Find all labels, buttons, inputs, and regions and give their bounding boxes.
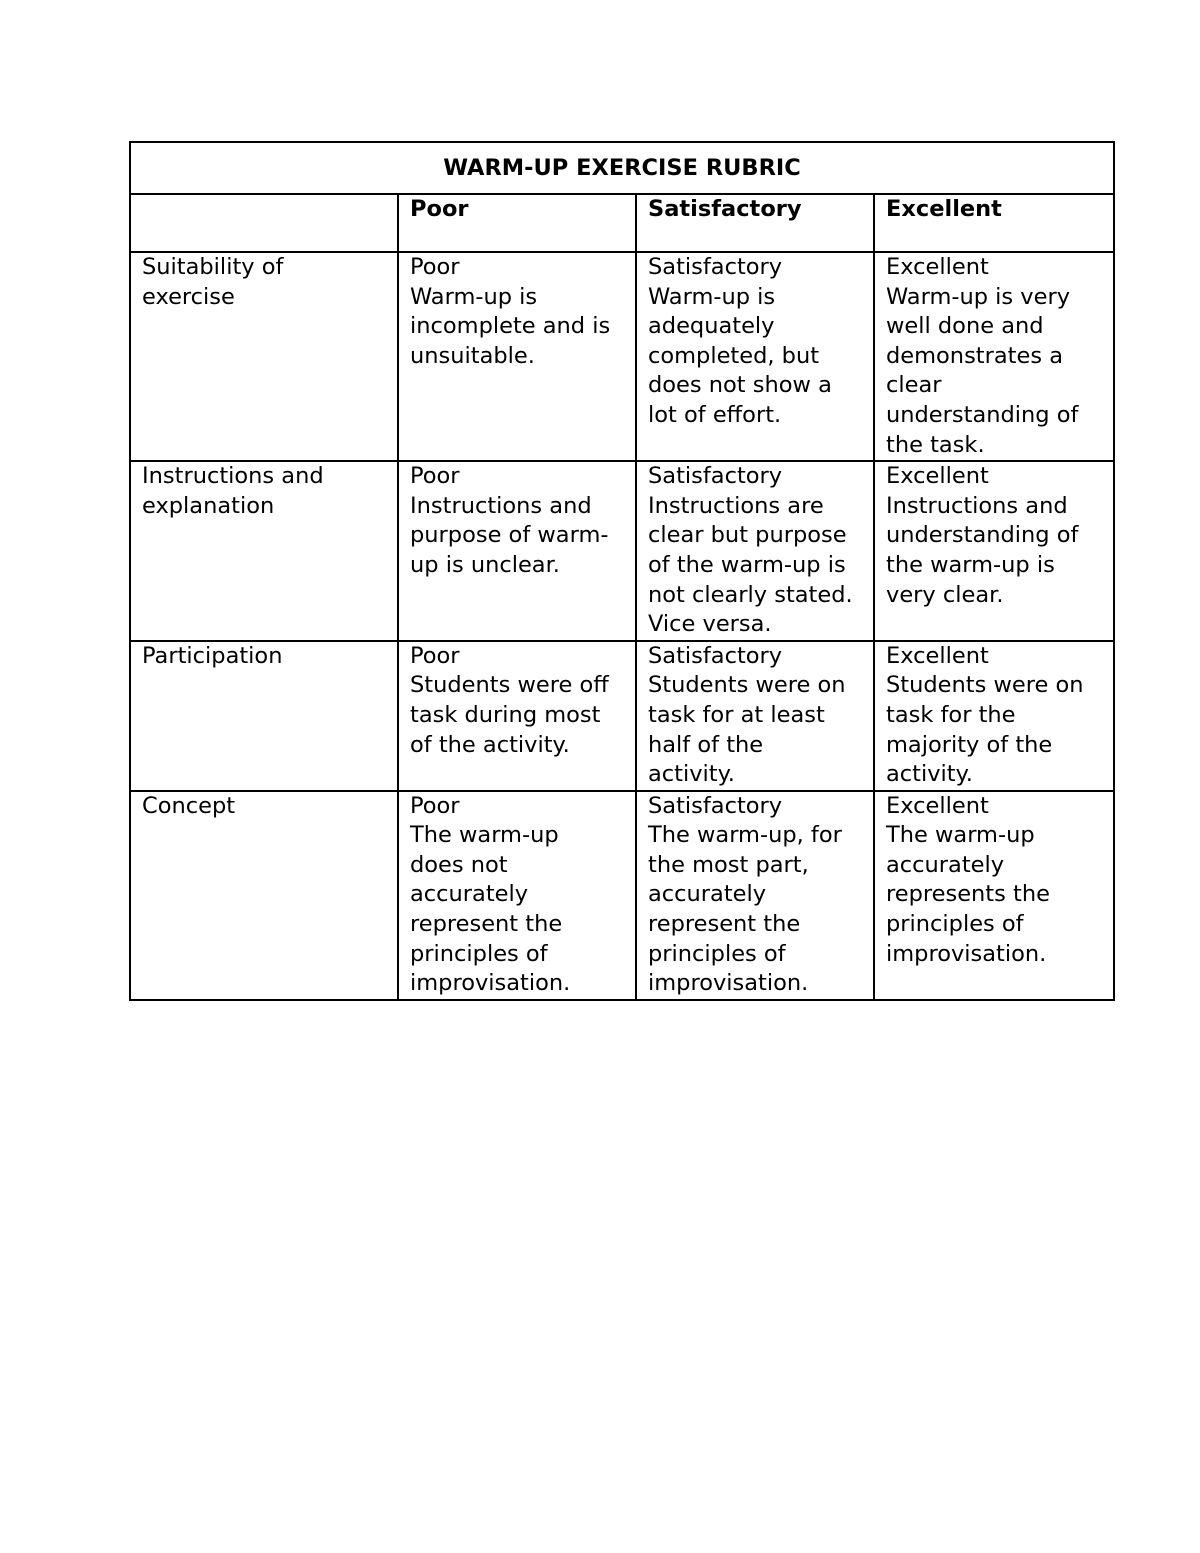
poor-cell — [398, 791, 636, 1000]
satisfactory-label: Satisfactory — [648, 463, 783, 490]
poor-description: Students were off task during most of the activity. — [410, 672, 609, 758]
excellent-cell — [874, 461, 1114, 641]
satisfactory-label: Satisfactory — [648, 642, 783, 669]
excellent-description: Students were on task for the majority of the activity. — [886, 672, 1084, 788]
poor-description: Warm-up is incomplete and is unsuitable. — [410, 283, 611, 369]
criterion-cell — [130, 252, 398, 461]
excellent-description: The warm-up accurately represents the principles of improvisation. — [886, 822, 1050, 967]
satisfactory-label: Satisfactory — [648, 792, 783, 819]
poor-label: Poor — [410, 792, 460, 819]
satisfactory-cell — [636, 252, 874, 461]
satisfactory-cell — [636, 641, 874, 791]
title-row — [130, 142, 1114, 194]
satisfactory-description: Warm-up is adequately completed, but does not show a lot of effort. — [648, 283, 832, 428]
excellent-label: Excellent — [886, 792, 989, 819]
header-poor: Poor — [398, 194, 636, 252]
table-row — [130, 641, 1114, 791]
satisfactory-description: Students were on task for at least half of the activity. — [648, 672, 846, 788]
poor-description: The warm-up does not accurately represent the principles of improvisation. — [410, 822, 571, 997]
header-criterion — [130, 194, 398, 252]
header-excellent: Excellent — [874, 194, 1114, 252]
satisfactory-description: The warm-up, for the most part, accurately represent the principles of improvisation. — [648, 822, 842, 997]
poor-label: Poor — [410, 463, 460, 490]
excellent-label: Excellent — [886, 642, 989, 669]
poor-label: Poor — [410, 254, 460, 280]
rubric-table — [129, 141, 1115, 1001]
excellent-cell — [874, 252, 1114, 461]
poor-cell — [398, 252, 636, 461]
excellent-label: Excellent — [886, 463, 989, 490]
criterion-text: Concept — [142, 792, 236, 819]
satisfactory-cell — [636, 461, 874, 641]
poor-cell — [398, 641, 636, 791]
criterion-cell — [130, 461, 398, 641]
excellent-cell — [874, 641, 1114, 791]
poor-cell — [398, 461, 636, 641]
satisfactory-label: Satisfactory — [648, 254, 783, 280]
table-row — [130, 791, 1114, 1000]
excellent-cell — [874, 791, 1114, 1000]
excellent-description: Instructions and understanding of the warm-up is very clear. — [886, 492, 1079, 608]
excellent-description: Warm-up is very well done and demonstrates a clear understanding of the task. — [886, 283, 1079, 458]
criterion-cell — [130, 641, 398, 791]
criterion-text: Participation — [142, 642, 283, 669]
table-row — [130, 252, 1114, 461]
header-row — [130, 194, 1114, 252]
criterion-text: Suitability of exercise — [142, 254, 284, 310]
poor-label: Poor — [410, 642, 460, 669]
criterion-cell — [130, 791, 398, 1000]
rubric-title: WARM-UP EXERCISE RUBRIC — [130, 142, 1114, 194]
poor-description: Instructions and purpose of warm- up is unclear. — [410, 492, 609, 578]
header-satisfactory: Satisfactory — [636, 194, 874, 252]
satisfactory-cell — [636, 791, 874, 1000]
satisfactory-description: Instructions are clear but purpose of the warm-up is not clearly stated. Vice versa. — [648, 492, 853, 638]
criterion-text: Instructions and explanation — [142, 463, 324, 519]
table-row — [130, 461, 1114, 641]
excellent-label: Excellent — [886, 254, 989, 280]
